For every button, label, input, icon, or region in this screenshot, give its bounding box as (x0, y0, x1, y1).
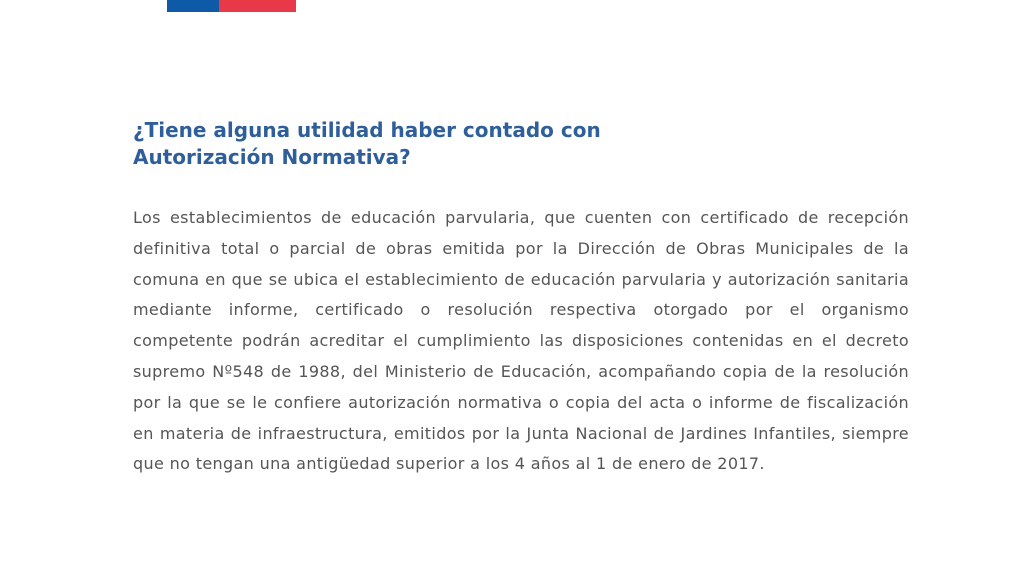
slide-body-text: Los establecimientos de educación parvularia, que cuenten con certificado de recepción definitiva total o parcial de obras emitida por la Dirección de Obras Municipales de la comuna en que se ubica el establecimiento de educación parvularia y autorización sanitaria mediante informe, certificado o resolución respectiva otorgado por el organismo competente podrán acreditar el cumplimiento las disposiciones contenidas en el decreto supremo Nº548 de 1988, del Ministerio de Educación, acompañando copia de la resolución por la que se le confiere autorización normativa o copia del acta o informe de fiscalización en materia de infraestructura, emitidos por la Junta Nacional de Jardines Infantiles, siempre que no tengan una antigüedad superior a los 4 años al 1 de enero de 2017. (133, 208, 909, 474)
flag-red-segment (219, 0, 296, 12)
slide-title (133, 117, 693, 171)
slide-title-line-2: Autorización Normativa? (133, 145, 411, 169)
slide-title-line-1: ¿Tiene alguna utilidad haber contado con (133, 118, 601, 142)
flag-strip (167, 0, 296, 12)
flag-blue-segment (167, 0, 219, 12)
